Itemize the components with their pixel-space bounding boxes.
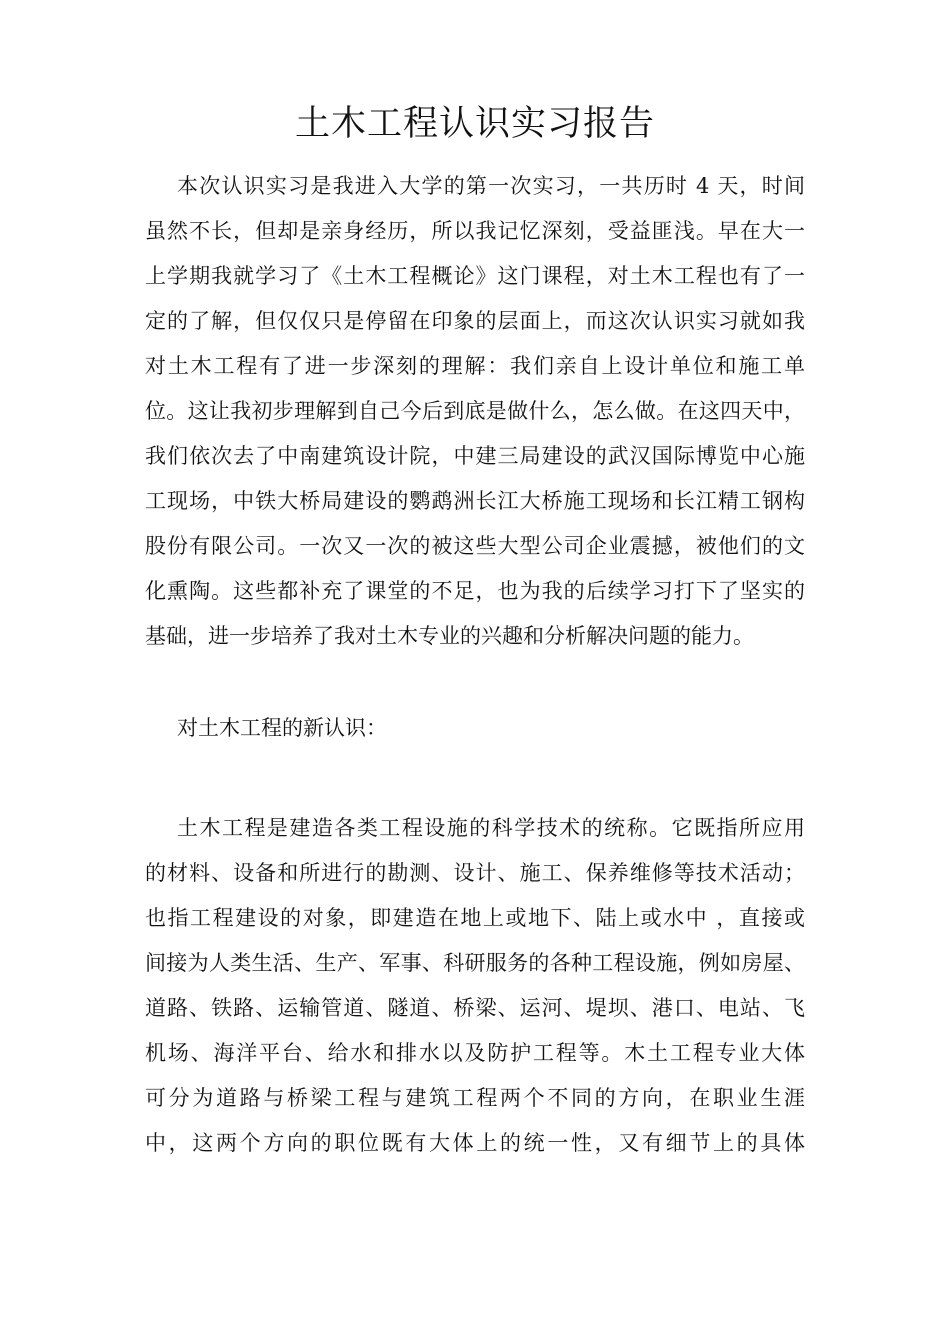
paragraph-line: 对土木工程的新认识： (177, 716, 387, 740)
paragraph-line: 工现场，中铁大桥局建设的鹦鹉洲长江大桥施工现场和长江精工钢构 (145, 489, 805, 513)
paragraph-line: 也指工程建设的对象，即建造在地上或地下、陆上或水中 ，直接或 (145, 906, 805, 930)
paragraph-line: 土木工程是建造各类工程设施的科学技术的统称。它既指所应用 (177, 816, 805, 840)
paragraph-line: 对土木工程有了进一步深刻的理解：我们亲自上设计单位和施工单 (145, 354, 805, 378)
paragraph-line: 化熏陶。这些都补充了课堂的不足，也为我的后续学习打下了坚实的 (145, 579, 805, 603)
paragraph-line: 我们依次去了中南建筑设计院，中建三局建设的武汉国际博览中心施 (145, 444, 805, 468)
paragraph-line: 机场、海洋平台、给水和排水以及防护工程等。木土工程专业大体 (145, 1041, 805, 1065)
paragraph-line: 中，这两个方向的职位既有大体上的统一性，又有细节上的具体 (145, 1131, 805, 1155)
paragraph-line: 股份有限公司。一次又一次的被这些大型公司企业震撼，被他们的文 (145, 534, 805, 558)
paragraph-line: 间接为人类生活、生产、军事、科研服务的各种工程设施，例如房屋、 (145, 951, 805, 975)
paragraph-line: 道路、铁路、运输管道、隧道、桥梁、运河、堤坝、港口、电站、飞 (145, 996, 805, 1020)
paragraph-intro (145, 164, 805, 659)
paragraph-line: 位。这让我初步理解到自己今后到底是做什么，怎么做。在这四天中， (145, 399, 805, 423)
paragraph-line: 本次认识实习是我进入大学的第一次实习，一共历时 4 天，时间 (177, 174, 805, 198)
paragraph-line: 上学期我就学习了《土木工程概论》这门课程，对土木工程也有了一 (145, 264, 805, 288)
paragraph-line: 基础，进一步培养了我对土木专业的兴趣和分析解决问题的能力。 (145, 624, 754, 648)
paragraph-definition (145, 806, 805, 1166)
paragraph-line: 虽然不长，但却是亲身经历，所以我记忆深刻，受益匪浅。早在大一 (145, 219, 805, 243)
paragraph-line: 的材料、设备和所进行的勘测、设计、施工、保养维修等技术活动； (145, 861, 805, 885)
paragraph-line: 定的了解，但仅仅只是停留在印象的层面上，而这次认识实习就如我 (145, 309, 805, 333)
paragraph-line: 可分为道路与桥梁工程与建筑工程两个不同的方向，在职业生涯 (145, 1086, 805, 1110)
document-title: 土木工程认识实习报告 (294, 104, 655, 144)
paragraph-section-heading (145, 706, 805, 751)
